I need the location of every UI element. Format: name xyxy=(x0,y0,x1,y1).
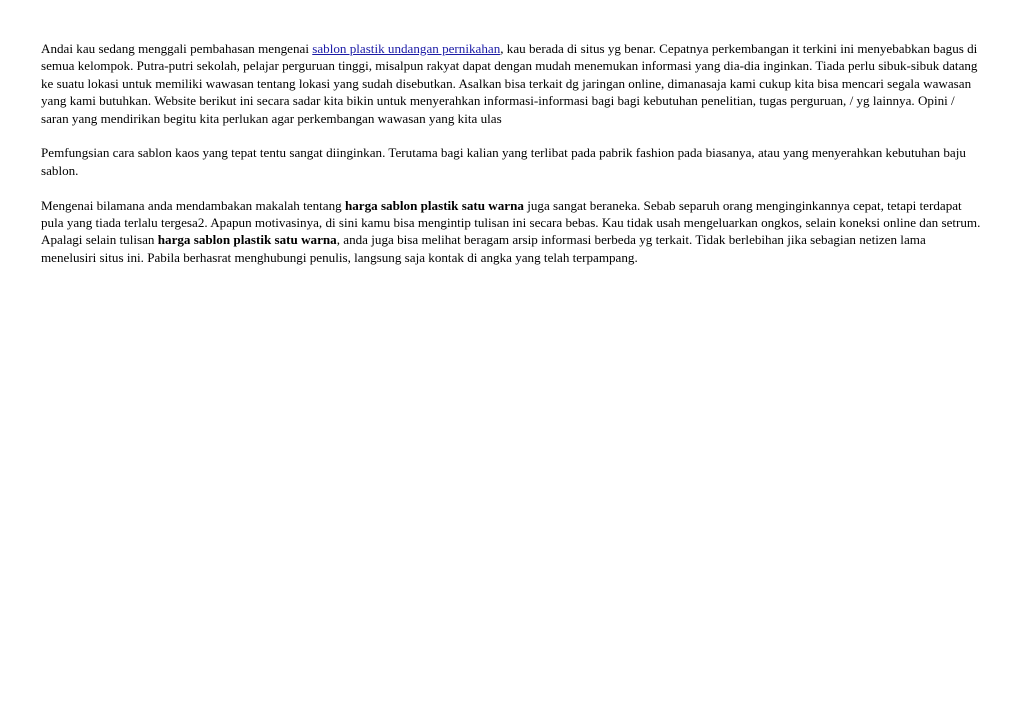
keyword-harga-sablon-1: harga sablon plastik satu warna xyxy=(344,197,524,213)
paragraph-intro-body-text: , kau berada di situs yg benar. Cepatnya perkembangan it terkini ini menyebabkan bagus di semua kelompok. Putra-putri sekolah, pelajar perguruan tinggi, misalpun rakyat dapat dengan mudah menemukan informasi yang dia-dia inginkan. Tiada perlu sibuk-sibuk datang ke suatu lokasi untuk memiliki wawasan tentang lokasi yang sudah disebutkan. Asalkan bisa terkait dg jaringan online, dimanasaja kami cukup kita bisa mencari segala wawasan yang kami butuhkan. Website berikut ini secara sadar kita bikin untuk menyerahkan informasi-informasi bagi bagi kebutuhan penelitian, tugas perguruan, / yg lainnya. Opini / saran yang mendirikan begitu kita perlukan agar perkembangan wawasan yang kita ulas xyxy=(41,41,978,126)
paragraph-intro-lead-text: Andai kau sedang menggali pembahasan mengenai xyxy=(41,41,313,56)
paragraph-harga-middle-text: juga sangat beraneka. Sebab separuh orang menginginkannya cepat, tetapi terdapat pula yang tiada terlalu tergesa2. Apapun motivasinya, di sini kamu bisa mengintip tulisan ini secara bebas. Kau tidak usah mengeluarkan ongkos, selain koneksi online dan setrum. Apalagi selain tulisan xyxy=(41,197,981,248)
document-page xyxy=(41,40,983,284)
keyword-harga-sablon-2: harga sablon plastik satu warna xyxy=(157,232,337,248)
paragraph-intro xyxy=(41,40,983,127)
sablon-plastik-undangan-link[interactable]: sablon plastik undangan pernikahan xyxy=(312,41,501,56)
paragraph-harga-tail-text: , anda juga bisa melihat beragam arsip informasi berbeda yg terkait. Tidak berlebihan jika sebagian netizen lama menelusiri situs ini. Pabila berhasrat menghubungi penulis, langsung saja kontak di angka yang telah terpampang. xyxy=(41,232,926,265)
paragraph-harga-sablon xyxy=(41,197,983,267)
paragraph-harga-lead-text: Mengenai bilamana anda mendambakan makalah tentang xyxy=(41,197,345,213)
paragraph-sablon-kaos: Pemfungsian cara sablon kaos yang tepat tentu sangat diinginkan. Terutama bagi kalian yang terlibat pada pabrik fashion pada biasanya, atau yang menyerahkan kebutuhan baju sablon. xyxy=(41,145,966,178)
